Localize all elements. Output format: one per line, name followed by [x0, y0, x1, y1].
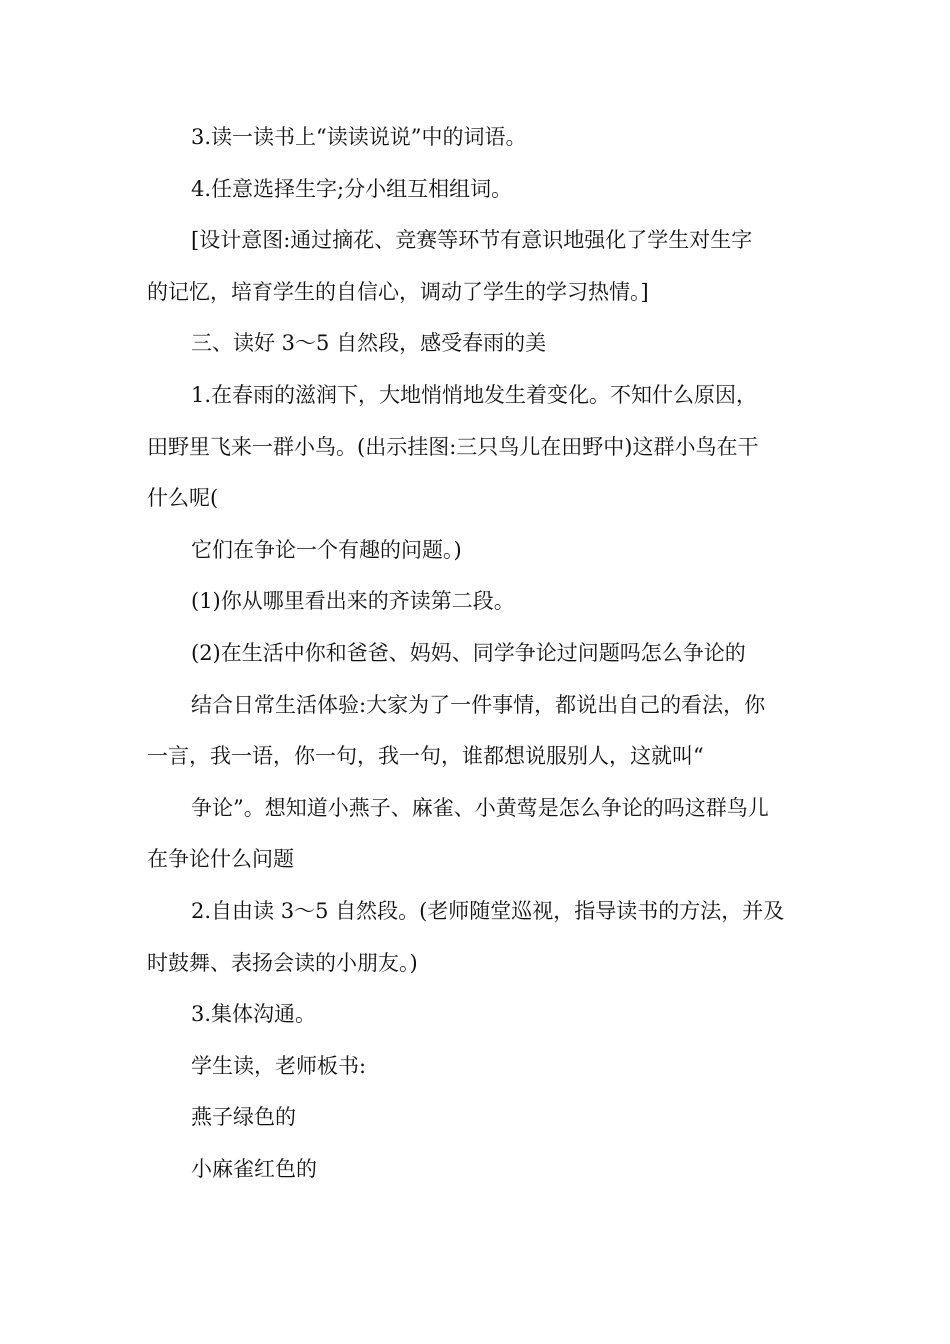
document-body	[147, 112, 807, 1195]
text-line: (2)在生活中你和爸爸、妈妈、同学争论过问题吗怎么争论的	[191, 640, 746, 665]
text-line: 什么呢(	[147, 486, 219, 511]
text-line: 它们在争论一个有趣的问题。)	[191, 537, 462, 562]
text-line: 4.任意选择生字;分小组互相组词。	[191, 176, 513, 201]
text-line: 3.读一读书上“读读说说”中的词语。	[191, 125, 527, 149]
text-line: 结合日常生活体验:大家为了一件事情，都说出自己的看法，你	[191, 692, 766, 717]
text-line: 小麻雀红色的	[191, 1156, 317, 1181]
text-line: 时鼓舞、表扬会读的小朋友。)	[147, 950, 418, 975]
text-line: 争论”。想知道小燕子、麻雀、小黄莺是怎么争论的吗这群鸟儿	[191, 795, 769, 820]
text-line: 1.在春雨的滋润下，大地悄悄地发生着变化。不知什么原因，	[191, 382, 758, 407]
text-line: 学生读，老师板书:	[191, 1053, 367, 1078]
text-line: [设计意图:通过摘花、竞赛等环节有意识地强化了学生对生字	[191, 228, 753, 253]
text-line: 3.集体沟通。	[191, 1002, 317, 1027]
section-heading: 三、读好 3～5 自然段，感受春雨的美	[191, 331, 547, 356]
text-line: 田野里飞来一群小鸟。(出示挂图:三只鸟儿在田野中)这群小鸟在干	[147, 434, 759, 459]
text-line: 2.自由读 3～5 自然段。(老师随堂巡视，指导读书的方法，并及	[191, 898, 785, 923]
text-line: 一言，我一语，你一句，我一句，谁都想说服别人，这就叫“	[147, 744, 704, 769]
text-line: (1)你从哪里看出来的齐读第二段。	[191, 589, 515, 614]
text-line: 燕子绿色的	[191, 1105, 296, 1130]
text-line: 的记忆，培育学生的自信心，调动了学生的学习热情。]	[147, 279, 649, 304]
text-line: 在争论什么问题	[147, 847, 294, 872]
